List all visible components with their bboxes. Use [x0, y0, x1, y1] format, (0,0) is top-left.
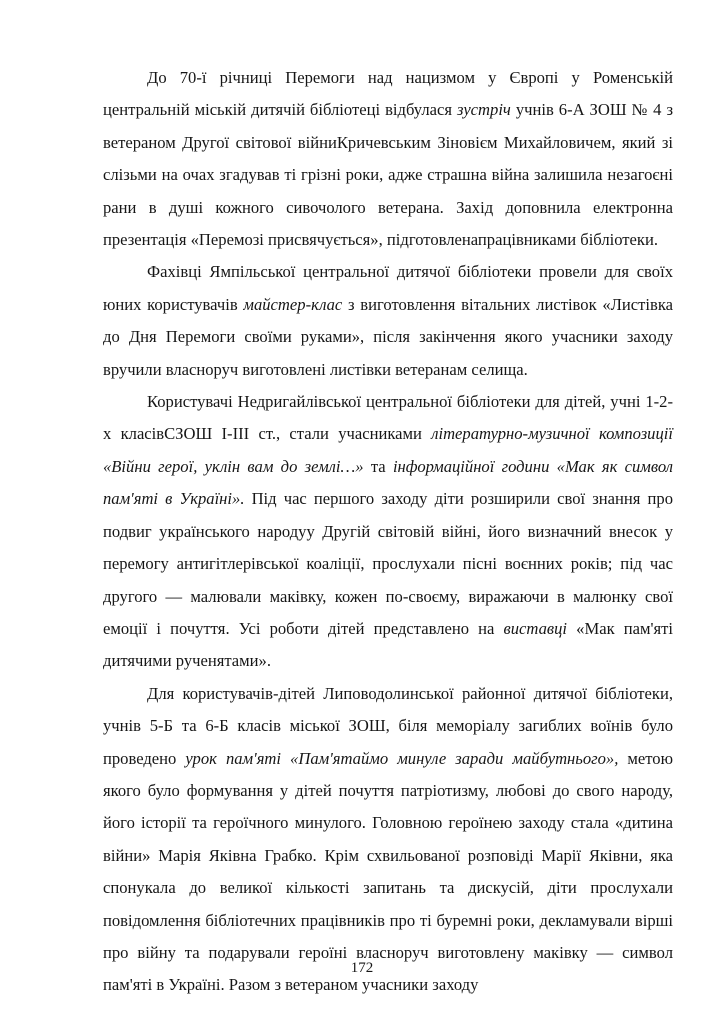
text-run: Для користувачів-дітей Липоводолинської районної дитячої бібліотеки, учнів 5-Б та 6-Б класів міської ЗОШ, біля меморіалу загиблих воїнів було проведено — [103, 683, 673, 768]
text-run: «Мак пам'яті дитячими рученятами». — [103, 618, 673, 671]
italic-text-run: майстер-клас — [243, 294, 343, 314]
italic-text-run: літературно-музичної композиції «Війни герої, уклін вам до землі…» — [103, 424, 673, 476]
page-number: 172 — [350, 960, 374, 976]
text-run: з виготовлення вітальних листівок «Листівка до Дня Перемоги своїми руками», після закінчення якого учасники заходу вручили власноруч виготовлені листівки ветеранам селища. — [103, 294, 674, 379]
text-run: Фахівці Ямпільської центральної дитячої бібліотеки провели для своїх юних користувачів — [103, 262, 673, 314]
body-text — [103, 62, 673, 1002]
text-run: До 70-ї річниці Перемоги над нацизмом у Європі у Роменській центральній міській дитячій бібліотеці відбулася — [103, 68, 673, 120]
text-run: метою якого було формування у дітей почуття патріотизму, любові до свого народу, його історії та героїчного минулого. Головною героїнею заходу стала «дитина війни» Марія Яківна Грабко. Крім схвильованої розповіді Марії Яківни, яка спонукала до великої кількості запитань та дискусій, діти прослухали повідомлення бібліотечних працівників про ті буремні роки, декламували вірші про війну та подарували героїні власноруч виготовлену маківку — символ пам'яті в Україні. Разом з ветераном учасники заходу — [103, 748, 673, 995]
text-run: та — [363, 456, 393, 476]
text-run: учнів 6-А ЗОШ № 4 з ветераном Другої світової війниКричевським Зіновієм Михайловичем, який зі слізьми на очах згадував ті грізні роки, адже страшна війна залишила незагоєні рани в душі кожного сивочолого ветерана. Захід доповнила електронна презентація «Перемозі присвячується», підготовленапрацівниками бібліотеки. — [103, 100, 673, 250]
italic-text-run: урок пам'яті «Пам'ятаймо минуле заради майбутнього», — [185, 748, 619, 768]
italic-text-run: інформаційної години «Мак як символ пам'яті в Україні». — [103, 456, 673, 509]
italic-text-run: зустріч — [456, 100, 511, 120]
paragraph-romny-library — [103, 62, 673, 256]
text-run: Користувачі Недригайлівської центральної бібліотеки для дітей, учні 1-2-х класівСЗОШ І-ІІІ ст., стали учасниками — [103, 392, 673, 444]
text-run: Під час першого заходу діти розширили свої знання про подвиг українського народуу Другій світовій війні, його визначний внесок у перемогу антигітлерівської коаліції, прослухали пісні воєнних років; під час другого — малювали маківку, кожен по-своєму, виражаючи в малюнку свої емоції і почуття. Усі роботи дітей представлено на — [103, 489, 673, 638]
paragraph-yampil-library — [103, 256, 673, 386]
italic-text-run: виставці — [503, 618, 568, 638]
paragraph-nedryhailiv-library — [103, 386, 673, 678]
paragraph-lypova-dolyna-library — [103, 678, 673, 1002]
